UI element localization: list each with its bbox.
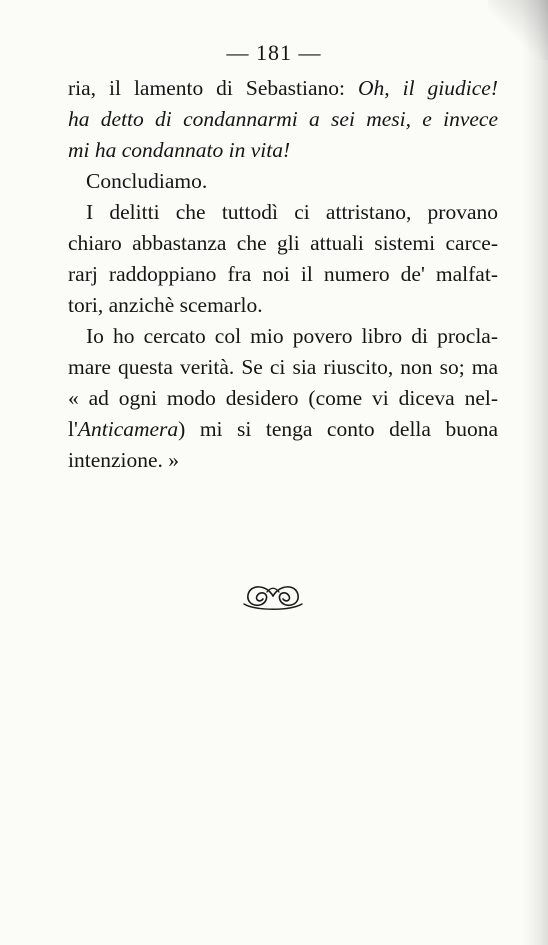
text-line [68, 228, 498, 259]
text-segment: ria, il lamento di Sebastiano: [68, 76, 358, 100]
text-line [68, 135, 498, 166]
page-edge-shadow [522, 0, 548, 945]
italic-text-segment: Anticamera [77, 417, 179, 441]
text-segment: rarj raddoppiano fra noi il numero de' malfat- [68, 262, 498, 286]
page-number: — 181 — [226, 40, 322, 65]
end-ornament-icon [238, 578, 308, 614]
text-segment: chiaro abbastanza che gli attuali sistemi carce- [68, 231, 498, 255]
text-line [68, 166, 498, 197]
text-line [68, 104, 498, 135]
text-line [68, 73, 498, 104]
text-line [68, 259, 498, 290]
text-line [68, 197, 498, 228]
text-segment: ) mi si tenga conto della buona [178, 417, 498, 441]
body-text [68, 73, 498, 476]
text-line [68, 290, 498, 321]
text-line [68, 383, 498, 414]
text-line [68, 321, 498, 352]
italic-text-segment: mi ha condannato in vita! [68, 138, 291, 162]
text-segment: Concludiamo. [86, 169, 208, 193]
text-segment: « ad ogni modo desidero (come vi diceva nel- [68, 386, 498, 410]
text-line [68, 414, 498, 445]
text-segment: intenzione. » [68, 448, 180, 472]
text-segment: Io ho cercato col mio povero libro di procla- [86, 324, 498, 348]
text-line [68, 352, 498, 383]
text-segment: tori, anzichè scemarlo. [68, 293, 263, 317]
italic-text-segment: Oh, il giudice! [358, 76, 498, 100]
text-segment: mare questa verità. Se ci sia riuscito, non so; ma [68, 355, 498, 379]
text-segment: I delitti che tuttodì ci attristano, provano [86, 200, 498, 224]
text-segment: l' [68, 417, 78, 441]
italic-text-segment: ha detto di condannarmi a sei mesi, e invece [68, 107, 498, 131]
text-line [68, 445, 498, 476]
